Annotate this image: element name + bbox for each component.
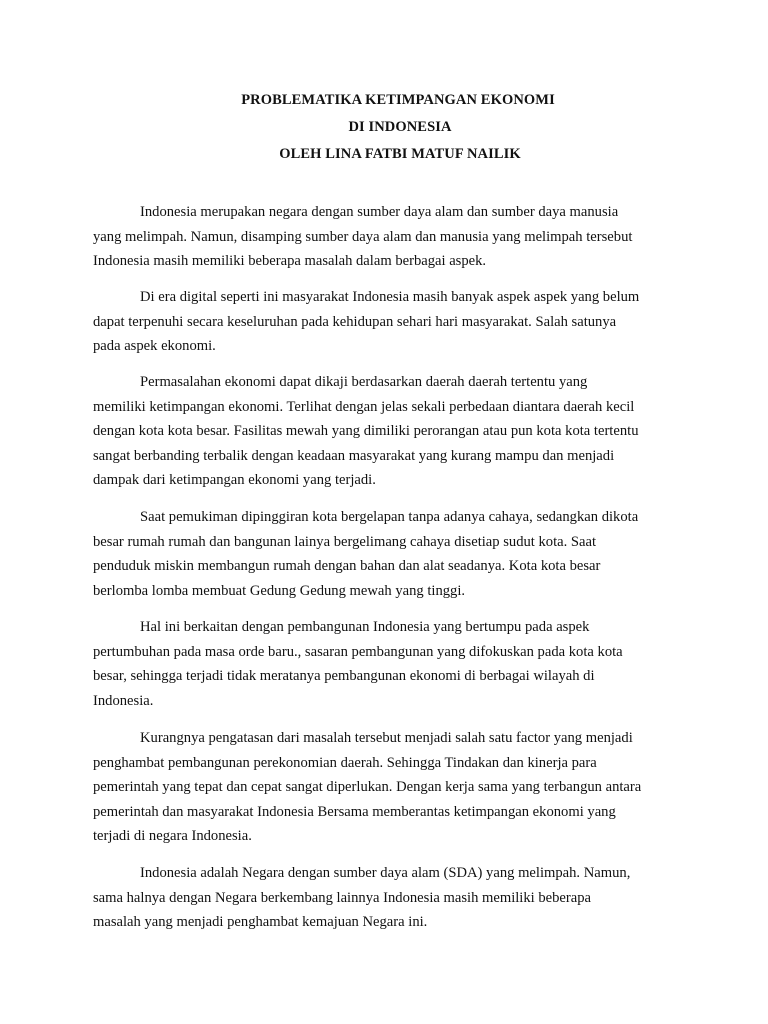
text-line: pemerintah dan masyarakat Indonesia Bersama memberantas ketimpangan ekonomi yang: [93, 803, 616, 820]
text-line: dampak dari ketimpangan ekonomi yang terjadi.: [93, 472, 376, 488]
text-line: sangat berbanding terbalik dengan keadaan masyarakat yang kurang mampu dan menjadi: [93, 447, 615, 464]
text-line: Hal ini berkaitan dengan pembangunan Indonesia yang bertumpu pada aspek: [140, 619, 590, 635]
paragraph-5: [93, 615, 675, 713]
text-line: Indonesia masih memiliki beberapa masalah dalam berbagai aspek.: [93, 253, 487, 269]
text-line: terjadi di negara Indonesia.: [93, 828, 252, 844]
text-line: penghambat pembangunan perekonomian daerah. Sehingga Tindakan dan kinerja para: [93, 754, 597, 771]
text-line: pemerintah yang tepat dan cepat sangat diperlukan. Dengan kerja sama yang terbangun antara: [93, 779, 642, 795]
text-line: Di era digital seperti ini masyarakat Indonesia masih banyak aspek aspek yang belum: [140, 289, 640, 305]
document-title: [93, 87, 675, 168]
text-line: Saat pemukiman dipinggiran kota bergelapan tanpa adanya cahaya, sedangkan dikota: [140, 509, 639, 525]
text-line: Kurangnya pengatasan dari masalah tersebut menjadi salah satu factor yang menjadi: [140, 730, 633, 746]
paragraph-2: [93, 285, 675, 359]
paragraph-7: [93, 861, 675, 935]
text-line: Indonesia adalah Negara dengan sumber daya alam (SDA) yang melimpah. Namun,: [140, 865, 631, 881]
paragraph-6: [93, 726, 675, 849]
paragraph-3: [93, 370, 675, 493]
text-line: dapat terpenuhi secara keseluruhan pada kehidupan sehari hari masyarakat. Salah satunya: [93, 313, 617, 330]
paragraph-1: [93, 200, 675, 274]
paragraph-4: [93, 505, 675, 603]
text-line: besar rumah rumah dan bangunan lainya bergelimang cahaya disetiap sudut kota. Saat: [93, 533, 597, 550]
title-line: PROBLEMATIKA KETIMPANGAN EKONOMI: [241, 92, 555, 108]
text-line: sama halnya dengan Negara berkembang lainnya Indonesia masih memiliki beberapa: [93, 889, 592, 906]
title-line: OLEH LINA FATBI MATUF NAILIK: [279, 146, 521, 162]
text-line: Indonesia merupakan negara dengan sumber daya alam dan sumber daya manusia: [140, 204, 619, 220]
text-line: Indonesia.: [93, 692, 154, 709]
text-line: besar, sehingga terjadi tidak meratanya pembangunan ekonomi di berbagai wilayah di: [93, 668, 595, 684]
text-line: pada aspek ekonomi.: [93, 338, 216, 354]
text-line: pertumbuhan pada masa orde baru., sasaran pembangunan yang difokuskan pada kota kota: [93, 643, 623, 660]
text-line: memiliki ketimpangan ekonomi. Terlihat dengan jelas sekali perbedaan diantara daerah kecil: [93, 398, 635, 415]
text-line: dengan kota kota besar. Fasilitas mewah yang dimiliki perorangan atau pun kota kota tertentu: [93, 423, 639, 439]
text-line: penduduk miskin membangun rumah dengan bahan dan alat seadanya. Kota kota besar: [93, 558, 601, 574]
title-line: DI INDONESIA: [348, 119, 452, 135]
text-line: yang melimpah. Namun, disamping sumber daya alam dan manusia yang melimpah tersebut: [93, 228, 633, 245]
text-line: berlomba lomba membuat Gedung Gedung mewah yang tinggi.: [93, 582, 466, 599]
text-line: masalah yang menjadi penghambat kemajuan Negara ini.: [93, 914, 428, 930]
text-line: Permasalahan ekonomi dapat dikaji berdasarkan daerah daerah tertentu yang: [140, 374, 588, 390]
